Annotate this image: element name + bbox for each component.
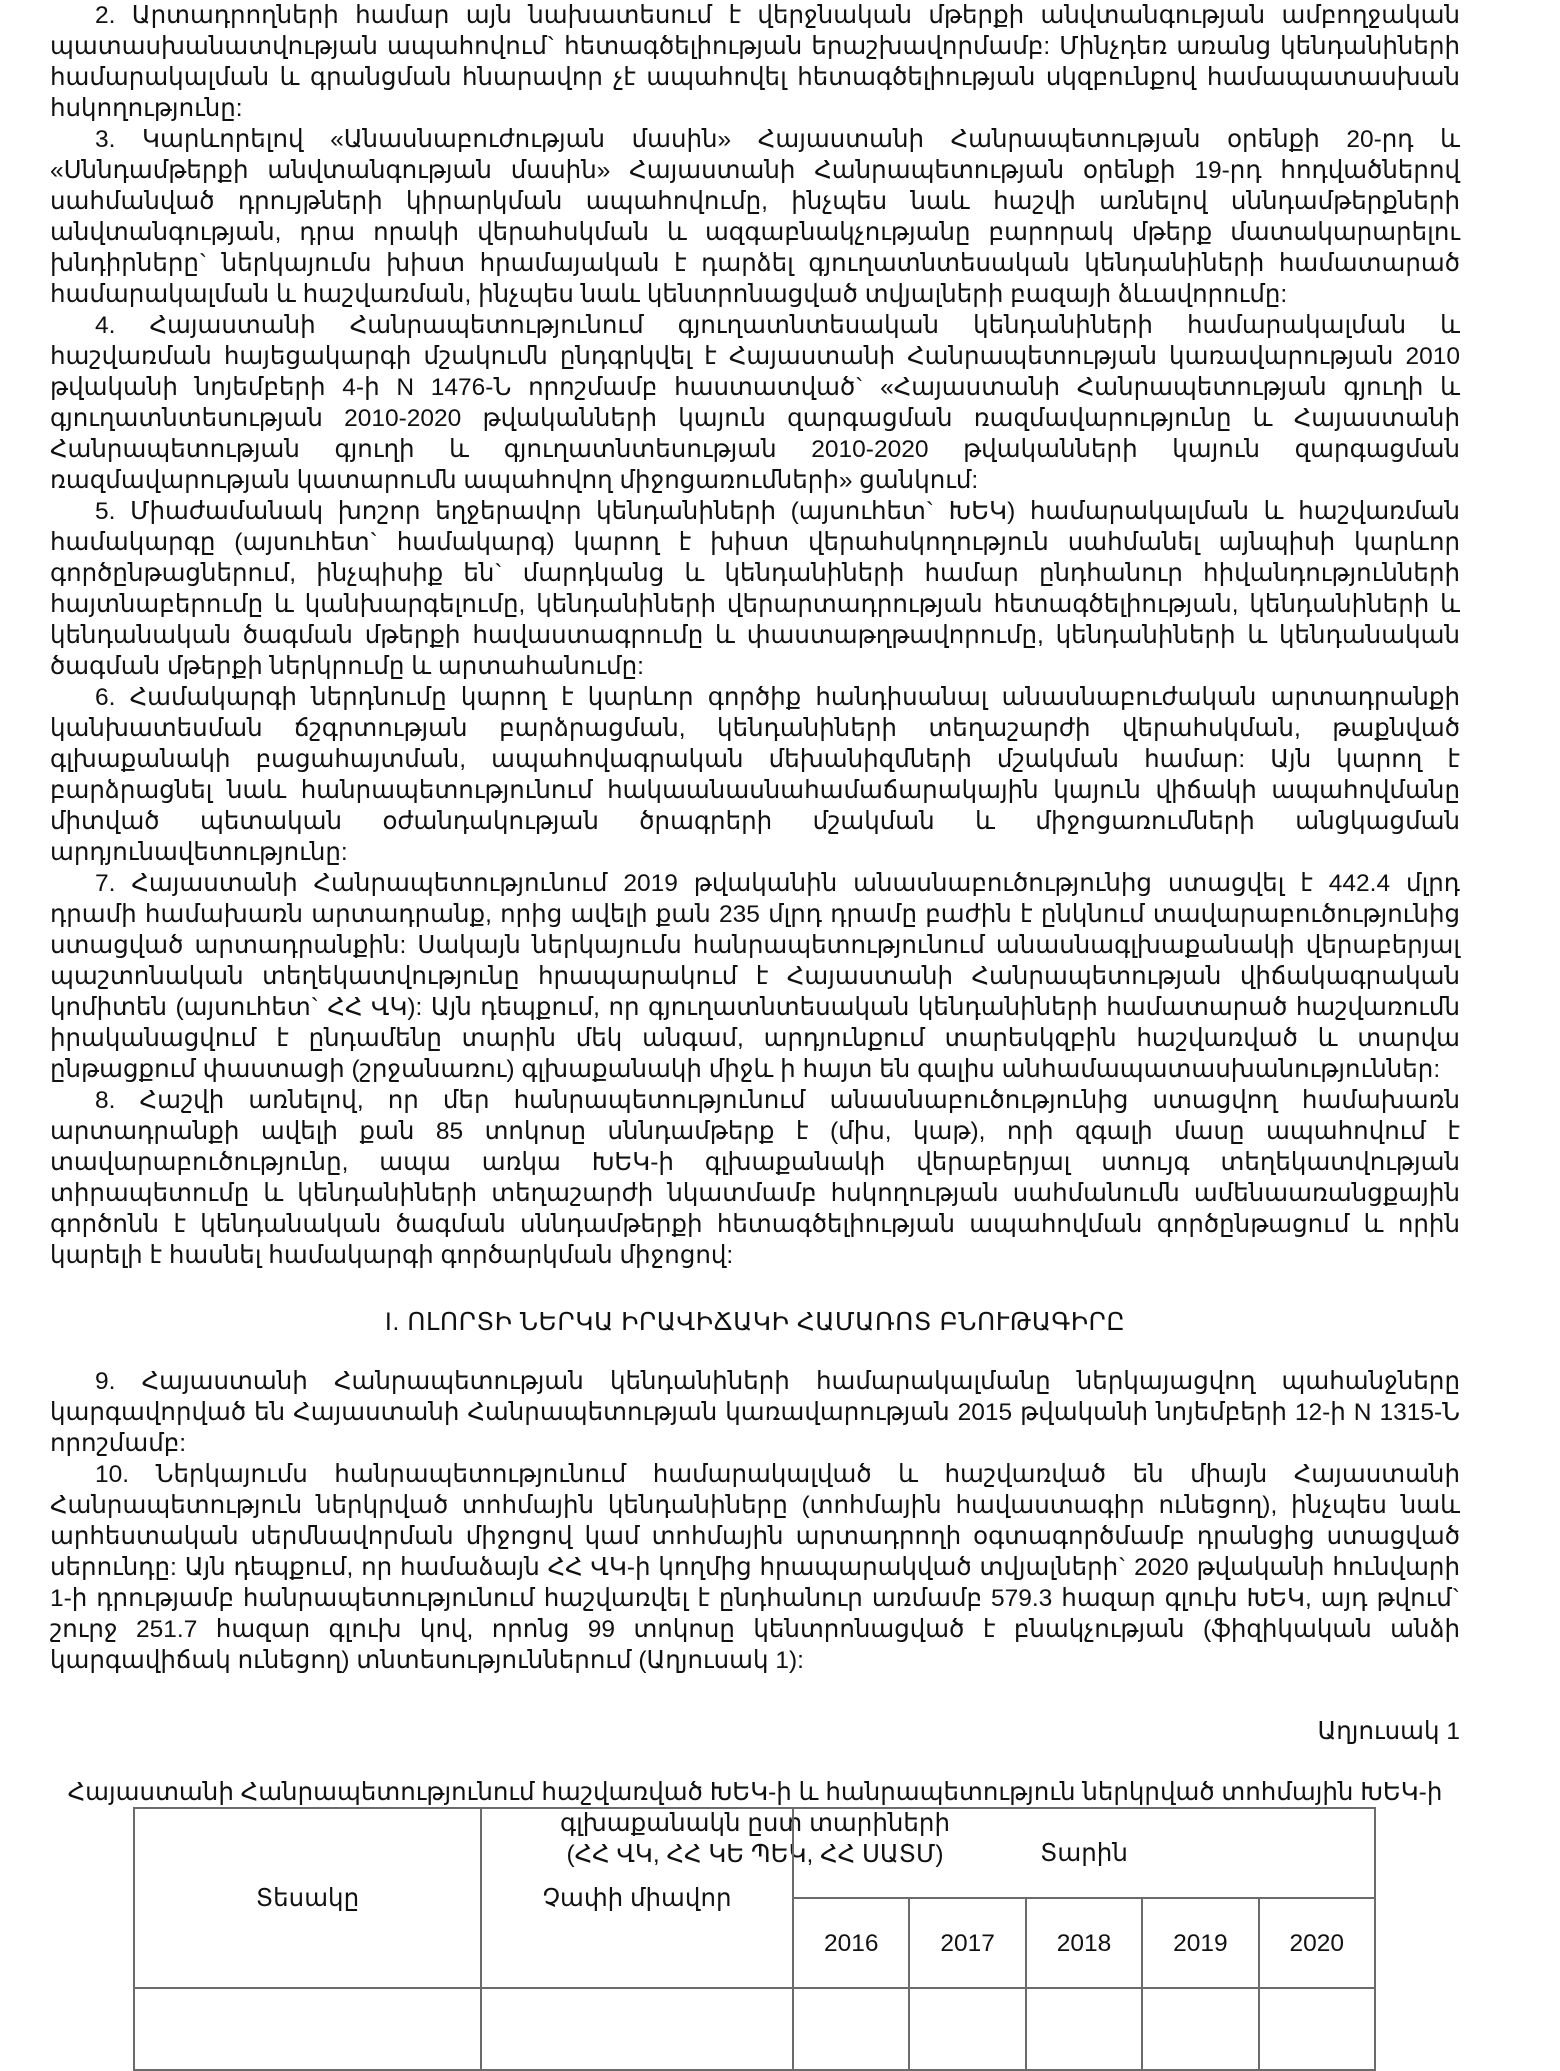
paragraph-number: 7. [95,870,116,897]
paragraph-number: 10. [95,1461,130,1488]
document-page [50,0,1460,1896]
header-year-2016: 2016 [793,1898,909,1988]
table-cell [1026,1988,1142,2070]
header-year-2018: 2018 [1026,1898,1142,1988]
paragraph-5 [50,496,1460,682]
header-unit: Չափի միավոր [481,1808,793,1988]
paragraph-text: Հայաստանի Հանրապետությունում 2019 թվականին անասնաբուծությունից ստացվել է 442.4 մլրդ դրամի համախառն արտադրանք, որից ավելի քան 235 մլրդ դրամը բաժին է ընկնում տավարաբուծությունից ստացված արտադրանքին: Սակայն ներկայումս հանրապետությունում անասնագլխաքանակի վերաբերյալ պաշտոնական տեղեկատվությունը հրապարակում է Հայաստանի Հանրապետության վիճակագրական կոմիտեն (այսուհետ` ՀՀ ՎԿ): Այն դեպքում, որ գյուղատնտեսական կենդանիների համատարած հաշվառումն իրականացվում է ընդամենը տարին մեկ անգամ, արդյունքում տարեսկզբին հաշվառված և տարվա ընթացքում փաստացի (շրջանառու) գլխաքանակի միջև ի հայտ են գալիս անհամապատասխանություններ: [50,870,1460,1083]
paragraph-8 [50,1085,1460,1271]
paragraph-2 [50,0,1460,124]
paragraph-text: Կարևորելով «Անասնաբուժության մասին» Հայաստանի Հանրապետության օրենքի 20-րդ և «Սննդամթերքի անվտանգության մասին» Հայաստանի Հանրապետության օրենքի 19-րդ հոդվածներով սահմանված դրույթների կիրարկման ապահովումը, ինչպես նաև հաշվի առնելով սննդամթերքների անվտանգության, դրա որակի վերահսկման և ազգաբնակչությանը բարորակ մթերք մատակարարելու խնդիրները` ներկայումս խիստ հրամայական է դարձել գյուղատնտեսական կենդանիների համատարած համարակալման և հաշվառման, ինչպես նաև կենտրոնացված տվյալների բազայի ձևավորումը: [50,126,1460,308]
paragraph-text: Ներկայումս հանրապետությունում համարակալված և հաշվառված են միայն Հայաստանի Հանրապետություն ներկրված տոհմային կենդանիները (տոհմային հավաստագիր ունեցող), ինչպես նաև արհեստական սերմնավորման միջոցով կամ տոհմային արտադրողի օգտագործմամբ դրանցից ստացված սերունդը: Այն դեպքում, որ համաձայն ՀՀ ՎԿ-ի կողմից հրապարակված տվյալների` 2020 թվականի հունվարի 1-ի դրությամբ հանրապետությունում հաշվառվել է ընդհանուր առմամբ 579.3 հազար գլուխ ԽԵԿ, այդ թվում` շուրջ 251.7 հազար գլուխ կով, որոնց 99 տոկոսը կենտրոնացված է բնակչության (ֆիզիկական անձի կարգավիճակ ունեցող) տնտեսություններում (Աղյուսակ 1): [50,1461,1460,1674]
table-cell [909,1988,1025,2070]
paragraph-number: 4. [95,312,116,339]
paragraph-10 [50,1459,1460,1676]
table-cell [134,1988,481,2070]
paragraph-number: 8. [95,1087,116,1114]
paragraph-text: Համակարգի ներդնումը կարող է կարևոր գործիք հանդիսանալ անասնաբուժական արտադրանքի կանխատեսման ճշգրտության բարձրացման, կենդանիների տեղաշարժի վերահսկման, թաքնված գլխաքանակի բացահայտման, ապահովագրական մեխանիզմների մշակման համար: Այն կարող է բարձրացնել նաև հանրապետությունում հակաանասնահամաճարակային կայուն վիճակի ապահովմանը միտված պետական օժանդակության ծրագրերի մշակման և միջոցառումների անցկացման արդյունավետությունը: [50,684,1461,866]
paragraph-4 [50,310,1460,496]
paragraph-number: 3. [95,126,116,153]
paragraph-text: Միաժամանակ խոշոր եղջերավոր կենդանիների (այսուհետ` ԽԵԿ) համարակալման և հաշվառման համակարգը (այսուհետ` համակարգ) կարող է խիստ վերահսկողություն սահմանել այնպիսի կարևոր գործընթացներում, ինչպիսիք են` մարդկանց և կենդանիների համար ընդհանուր հիվանդությունների հայտնաբերումը և կանխարգելումը, կենդանիների վերարտադրության հետագծելիության, կենդանիների և կենդանական ծագման մթերքի հավաստագրումը և փաստաթղթավորումը, կենդանիների և կենդանական ծագման մթերքի ներկրումը և արտահանումը: [50,498,1460,680]
table-number-label: Աղյուսակ 1 [1317,1718,1460,1745]
paragraph-number: 9. [95,1368,116,1395]
paragraph-number: 2. [95,2,116,29]
paragraph-text: Հայաստանի Հանրապետության կենդանիների համարակալմանը ներկայացվող պահանջները կարգավորված են Հայաստանի Հանրապետության կառավարության 2015 թվականի նոյեմբերի 12-ի N 1315-Ն որոշմամբ: [50,1368,1460,1457]
paragraph-text: Հայաստանի Հանրապետությունում գյուղատնտեսական կենդանիների համարակալման և հաշվառման հայեցակարգի մշակումն ընդգրկվել է Հայաստանի Հանրապետության կառավարության 2010 թվականի նոյեմբերի 4-ի N 1476-Ն որոշմամբ հաստատված` «Հայաստանի Հանրապետության գյուղի և գյուղատնտեսության 2010-2020 թվականների կայուն զարգացման ռազմավարությունը և Հայաստանի Հանրապետության գյուղի և գյուղատնտեսության 2010-2020 թվականների կայուն զարգացման ռազմավարության կատարումն ապահովող միջոցառումների» ցանկում: [50,312,1461,494]
table-cell [793,1988,909,2070]
table-caption-line: Հայաստանի Հանրապետությունում հաշվառված ԽԵԿ-ի և հանրապետություն ներկրված տոհմային ԽԵԿ-ի [67,1779,1443,1806]
paragraph-text: Արտադրողների համար այն նախատեսում է վերջնական մթերքի անվտանգության ամբողջական պատասխանատվության ապահովում` հետագծելիության երաշխավորմամբ: Մինչդեռ առանց կենդանիների համարակալման և գրանցման հնարավոր չէ ապահովել հետագծելիության սկզբունքով համապատասխան հսկողությունը: [50,2,1460,122]
paragraph-9 [50,1366,1460,1459]
paragraph-3 [50,124,1460,310]
livestock-table [133,1807,1376,2071]
section-title: I. ՈԼՈՐՏԻ ՆԵՐԿԱ ԻՐԱՎԻՃԱԿԻ ՀԱՄԱՌՈՏ ԲՆՈՒԹԱԳԻՐԸ [384,1308,1126,1336]
paragraph-number: 6. [95,684,116,711]
header-year-2020: 2020 [1259,1898,1375,1988]
table-cell [1259,1988,1375,2070]
table-cell [481,1988,793,2070]
header-year-2019: 2019 [1142,1898,1258,1988]
paragraph-6 [50,682,1460,868]
table-cell [1142,1988,1258,2070]
paragraph-text: Հաշվի առնելով, որ մեր հանրապետությունում անասնաբուծությունից ստացվող համախառն արտադրանքի ավելի քան 85 տոկոսը սննդամթերք է (միս, կաթ), որի զգալի մասը ապահովում է տավարաբուծությունը, ապա առկա ԽԵԿ-ի գլխաքանակի վերաբերյալ ստույգ տեղեկատվության տիրապետումը և կենդանիների տեղաշարժի նկատմամբ հսկողության սահմանումն ամենաառանցքային գործոնն է կենդանական ծագման սննդամթերքի հետագծելիության ապահովման գործընթացում և որին կարելի է հասնել համակարգի գործարկման միջոցով: [50,1087,1460,1269]
paragraph-number: 5. [95,498,116,525]
table-caption-line: գլխաքանակն ըստ տարիների [560,1810,950,1837]
header-year: Տարին [793,1808,1375,1898]
header-year-2017: 2017 [909,1898,1025,1988]
table-caption-source: (ՀՀ ՎԿ, ՀՀ ԿԵ ՊԵԿ, ՀՀ ՍԱՏՄ) [566,1841,944,1868]
header-type: Տեսակը [134,1808,481,1988]
paragraph-7 [50,868,1460,1085]
